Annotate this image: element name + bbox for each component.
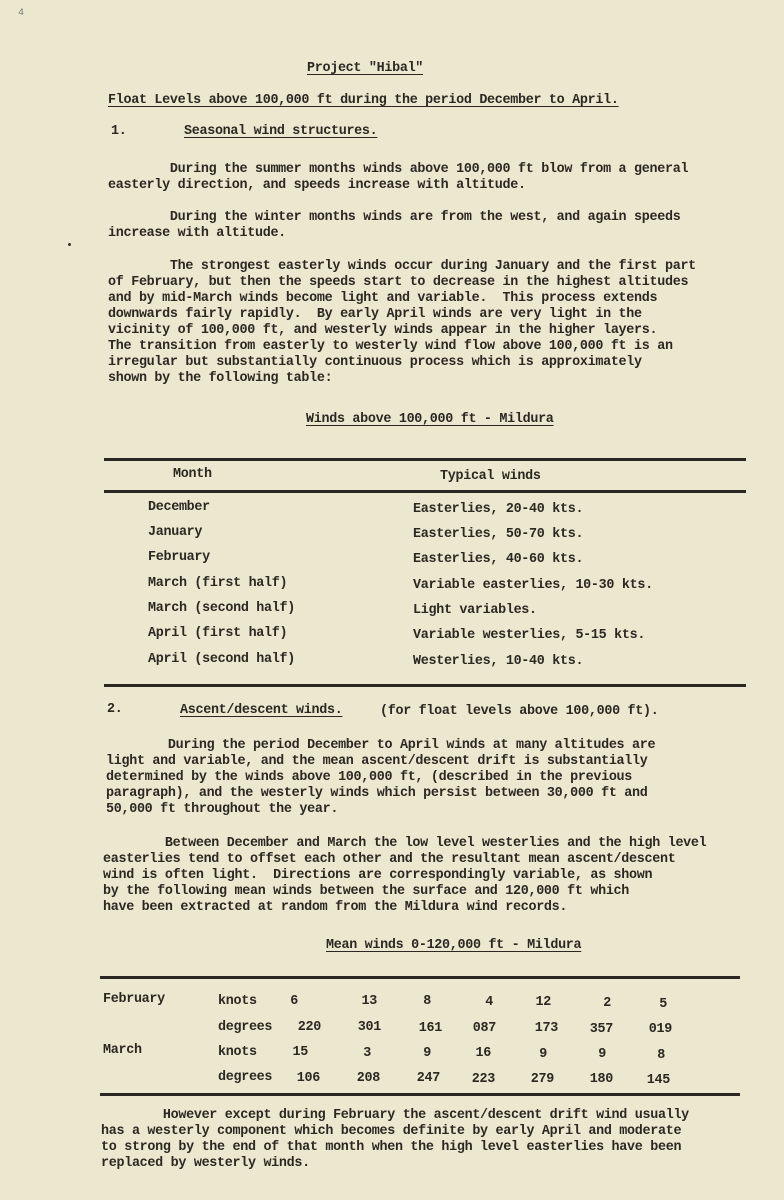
- table1-winds: Variable westerlies, 5-15 kts.: [413, 628, 646, 643]
- section1-paragraph-2: During the winter months winds are from the west, and again speeds increase with altitude.: [108, 210, 681, 241]
- section2-number: 2.: [107, 702, 123, 717]
- section2-heading: Ascent/descent winds.: [180, 703, 343, 718]
- table2-value: 8: [423, 994, 431, 1009]
- table1-winds: Easterlies, 20-40 kts.: [413, 502, 584, 517]
- table2-value: 9: [539, 1047, 547, 1062]
- document-subtitle: Float Levels above 100,000 ft during the period December to April.: [108, 93, 619, 108]
- table2-unit: knots: [218, 994, 257, 1009]
- table1-month: February: [148, 550, 210, 565]
- page-marker: 4: [18, 8, 25, 19]
- table2-month: February: [103, 992, 165, 1007]
- table2-value: 12: [535, 995, 551, 1010]
- table2-value: 13: [361, 994, 377, 1009]
- table2-value: 279: [530, 1072, 554, 1087]
- table1-month: April (first half): [148, 626, 288, 641]
- table2-value: 9: [423, 1046, 431, 1061]
- ink-spot: [68, 243, 71, 246]
- section1-number: 1.: [111, 124, 127, 139]
- table2-value: 019: [648, 1022, 672, 1037]
- table2-value: 145: [646, 1073, 670, 1088]
- table1-header-month: Month: [173, 467, 212, 482]
- document-title: Project "Hibal": [307, 61, 424, 76]
- table2-unit: knots: [218, 1045, 257, 1060]
- table2-value: 223: [471, 1072, 495, 1087]
- table2-value: 357: [589, 1022, 613, 1037]
- table2-value: 208: [356, 1071, 380, 1086]
- table1-month: January: [148, 525, 203, 540]
- section1-paragraph-3: The strongest easterly winds occur during January and the first part of February, but then the speeds start to decrease in the highest altitudes and by mid-March winds become light and variable. This process extends downwards fairly rapidly. By early April winds are very light in the vicinity of 100,000 ft, and westerly winds appear in the higher layers. The transition from easterly to westerly wind flow above 100,000 ft is an irregular but substantially continuous process which is approximately shown by the following table:: [108, 259, 696, 386]
- table2-value: 106: [296, 1071, 320, 1086]
- table2-value: 2: [603, 996, 611, 1011]
- table1-title: Winds above 100,000 ft - Mildura: [306, 412, 554, 427]
- table2-value: 301: [357, 1020, 381, 1035]
- section2-paragraph-2: Between December and March the low level westerlies and the high level easterlies tend to offset each other and the resultant mean ascent/descent wind is often light. Directions are correspondingly variable, as shown by the following mean winds between the surface and 120,000 ft which have been extracted at random from the Mildura wind records.: [103, 836, 707, 915]
- table2-value: 9: [598, 1047, 606, 1062]
- table1-top-rule: [104, 458, 746, 461]
- table2-value: 180: [589, 1072, 613, 1087]
- section1-paragraph-1: During the summer months winds above 100,000 ft blow from a general easterly direction, and speeds increase with altitude.: [108, 162, 689, 193]
- table2-value: 220: [297, 1020, 321, 1035]
- section2-heading-note: (for float levels above 100,000 ft).: [380, 704, 659, 719]
- table2-value: 173: [534, 1021, 558, 1036]
- table1-month: December: [148, 500, 210, 515]
- table2-value: 15: [292, 1045, 308, 1060]
- table2-title: Mean winds 0-120,000 ft - Mildura: [326, 938, 582, 953]
- table2-month: March: [103, 1043, 142, 1058]
- table2-value: 6: [290, 994, 298, 1009]
- table1-winds: Light variables.: [413, 603, 537, 618]
- table2-value: 5: [659, 997, 667, 1012]
- table1-month: March (second half): [148, 601, 295, 616]
- table1-header-winds: Typical winds: [440, 469, 541, 484]
- table2-unit: degrees: [218, 1070, 273, 1085]
- table2-value: 247: [416, 1071, 440, 1086]
- table1-winds: Westerlies, 10-40 kts.: [413, 654, 584, 669]
- table1-winds: Easterlies, 50-70 kts.: [413, 527, 584, 542]
- table1-month: March (first half): [148, 576, 288, 591]
- table1-winds: Easterlies, 40-60 kts.: [413, 552, 584, 567]
- table1-bottom-rule: [104, 684, 746, 687]
- table2-top-rule: [100, 976, 740, 979]
- table1-month: April (second half): [148, 652, 295, 667]
- closing-paragraph: However except during February the ascent/descent drift wind usually has a westerly component which becomes definite by early April and moderate to strong by the end of that month when the high level easterlies have been replaced by westerly winds.: [101, 1108, 689, 1171]
- table2-value: 161: [418, 1021, 442, 1036]
- table2-value: 087: [472, 1021, 496, 1036]
- table2-value: 4: [485, 995, 493, 1010]
- table2-value: 3: [363, 1046, 371, 1061]
- table2-value: 16: [475, 1046, 491, 1061]
- section1-heading: Seasonal wind structures.: [184, 124, 378, 139]
- table2-bottom-rule: [100, 1093, 740, 1096]
- table1-header-rule: [104, 490, 746, 493]
- table2-unit: degrees: [218, 1020, 273, 1035]
- table2-value: 8: [657, 1048, 665, 1063]
- table1-winds: Variable easterlies, 10-30 kts.: [413, 578, 653, 593]
- section2-paragraph-1: During the period December to April winds at many altitudes are light and variable, and the mean ascent/descent drift is substantially determined by the winds above 100,000 ft, (described in the previous paragraph), and the westerly winds which persist between 30,000 ft and 50,000 ft throughout the year.: [106, 738, 656, 817]
